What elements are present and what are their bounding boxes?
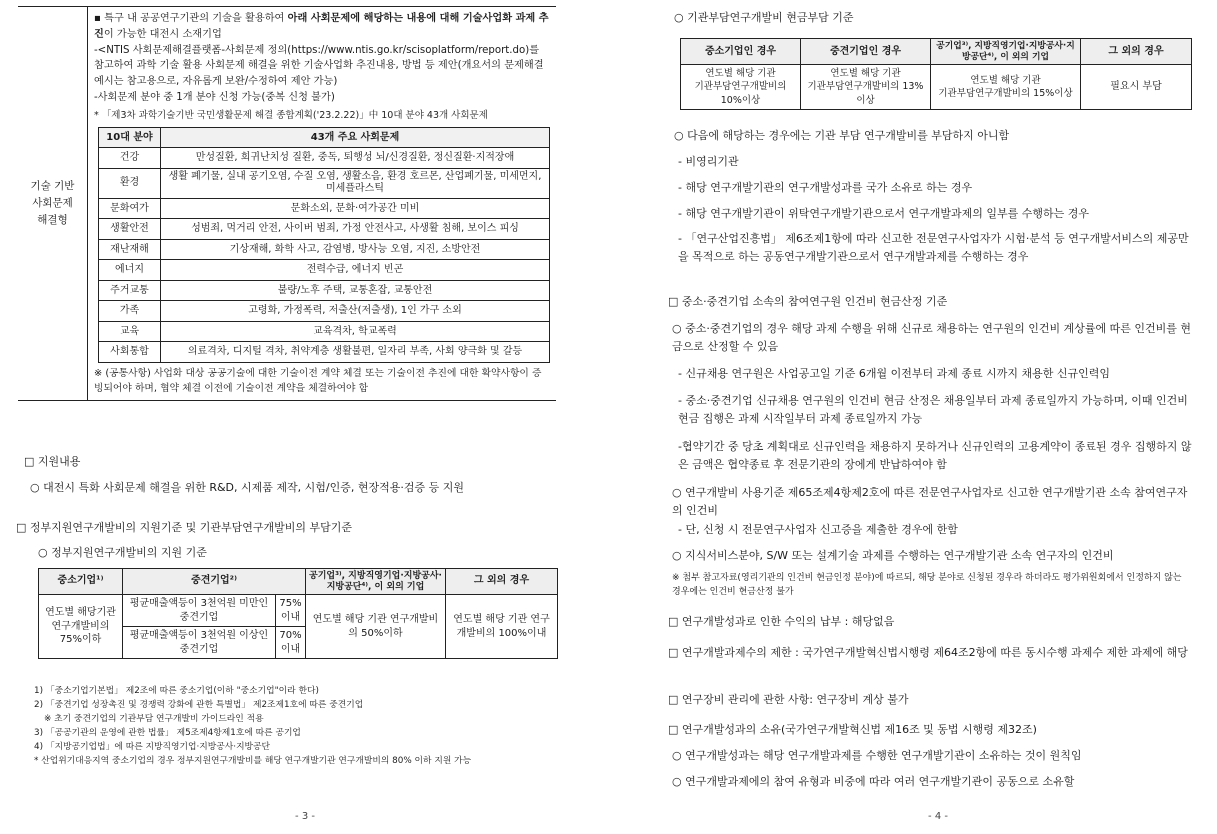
footnote-5: * 산업위기대응지역 중소기업의 경우 정부지원연구개발비를 해당 연구개발기관 연구개발비의 80% 이하 지원 가능 (34, 756, 472, 766)
eligibility-table (18, 6, 556, 401)
ownership-item: ○ 연구개발성과는 해당 연구개발과제를 수행한 연구개발기관이 소유하는 것이 원칙임 (672, 749, 1082, 762)
labor-item: ○ 지식서비스분야, S/W 또는 설계기술 과제를 수행하는 연구개발기관 소속 연구자의 인건비 (672, 549, 1114, 562)
labor-item: - 신규채용 연구원은 사업공고일 기준 6개월 이전부터 과제 종료 시까지 채용한 신규인력임 (678, 367, 1110, 380)
footnote-2: 2) 「중견기업 성장촉진 및 경쟁력 강화에 관한 특별법」 제2조제1호에 따른 중견기업 (34, 700, 364, 710)
equipment-title: □ 연구장비 관리에 관한 사항: 연구장비 계상 불가 (668, 693, 909, 706)
col-other: 그 외의 경우 (1081, 39, 1192, 65)
social-problem-table (98, 127, 550, 363)
table-row: 사회통합 의료격차, 디지털 격차, 취약계층 생활불편, 일자리 부족, 사회 양극화 및 갈등 (99, 342, 550, 363)
eligibility-label: 기술 기반 사회문제 해결형 (18, 7, 88, 401)
table-row: 문화여가 문화소외, 문화·여가공간 미비 (99, 198, 550, 219)
table-row: 가족 고령화, 가정폭력, 저출산(저출생), 1인 가구 소외 (99, 301, 550, 322)
col-problems: 43개 주요 사회문제 (161, 127, 550, 148)
col-public: 공기업³⁾, 지방직영기업·지방공사·지방공단⁴⁾, 이 외의 기업 (306, 569, 446, 595)
col-other: 그 외의 경우 (446, 569, 558, 595)
ownership-item: ○ 연구개발과제에의 참여 유형과 비중에 따라 여러 연구개발기관이 공동으로 소유할 (672, 775, 1075, 788)
page-number-right: - 4 - (928, 810, 948, 822)
col-public: 공기업³⁾, 지방직영기업·지방공사·지방공단⁴⁾, 이 외의 기업 (931, 39, 1081, 65)
col-field: 10대 분야 (99, 127, 161, 148)
eligibility-reference: * 「제3차 과학기술기반 국민생활문제 해결 종합계획('23.2.22)」中 10대 분야 43개 사회문제 (94, 109, 488, 121)
eligibility-ntis: -<NTIS 사회문제해결플랫폼-사회문제 정의(https://www.ntis.go.kr/scisoplatform/report.do)를 참고하여 과학 기술 활용 사회문제 해결을 위한 기술사업화 추진내용, 방법 등 제안(개요서의 문제해결 예시는 참고용으로, 자유롭게 보완/수정하여 제안 가능) (94, 44, 544, 88)
exempt-item: - 해당 연구개발기관이 위탁연구개발기관으로서 연구개발과제의 일부를 수행하는 경우 (678, 207, 1089, 220)
criteria-subtitle: ○ 정부지원연구개발비의 지원 기준 (38, 546, 207, 559)
income-title: □ 연구개발성과로 인한 수익의 납부 : 해당없음 (668, 615, 895, 628)
labor-item: - 단, 신청 시 전문연구사업자 신고증을 제출한 경우에 한함 (678, 523, 958, 536)
exempt-item: - 「연구산업진흥법」 제6조제1항에 따라 신고한 전문연구사업자가 시험·분석 등 연구개발서비스의 제공만을 목적으로 하는 공동연구개발기관으로서 연구개발과제를 수행하는 경우 (678, 232, 1189, 263)
table-row: 교육 교육격차, 학교폭력 (99, 321, 550, 342)
col-sme: 중소기업¹⁾ (39, 569, 123, 595)
table-row: 건강 만성질환, 희귀난치성 질환, 중독, 퇴행성 뇌/신경질환, 정신질환·지적장애 (99, 148, 550, 169)
col-midsize: 중견기업인 경우 (801, 39, 931, 65)
eligibility-content (88, 7, 557, 401)
table-row: 연도별 해당기관 연구개발비의 75%이하 평균매출액등이 3천억원 미만인 중견기업 75% 이내 연도별 해당 기관 연구개발비의 50%이하 연도별 해당 기관 연구개발비의 100%이내 (39, 595, 558, 627)
labor-item: ○ 연구개발비 사용기준 제65조제4항제2호에 따른 전문연구사업자로 신고한 연구개발기관 소속 참여연구자의 인건비 (672, 486, 1188, 517)
labor-item: ○ 중소·중견기업의 경우 해당 과제 수행을 위해 신규로 채용하는 연구원의 인건비 계상률에 따른 인건비를 현금으로 산정할 수 있음 (672, 322, 1191, 353)
footnote-3: 3) 「공공기관의 운영에 관한 법률」 제5조제4항제1호에 따른 공기업 (34, 728, 301, 738)
labor-item: - 중소·중견기업 신규채용 연구원의 인건비 현금 산정은 채용일부터 과제 종료일까지 가능하며, 이때 인건비 현금 집행은 과제 시작일부터 과제 종료일까지 가능 (678, 394, 1188, 425)
exempt-item: - 비영리기관 (678, 155, 739, 168)
footnote-2-note: ※ 초기 중견기업의 기관부담 연구개발비 가이드라인 적용 (44, 714, 264, 724)
footnote-4: 4) 「지방공기업법」에 따른 지방직영기업·지방공사·지방공단 (34, 742, 271, 752)
page-left (10, 0, 600, 834)
eligibility-main: ▪ 특구 내 공공연구기관의 기술을 활용하여 아래 사회문제에 해당하는 내용에 대해 기술사업화 과제 추진이 가능한 대전시 소재기업 (94, 13, 549, 40)
eligibility-one-field: -사회문제 분야 중 1개 분야 신청 가능(중복 신청 불가) (94, 92, 335, 104)
labor-item: -협약기간 중 당초 계획대로 신규인력을 채용하지 못하거나 신규인력의 고용계약이 종료된 경우 집행하지 않은 금액은 협약종료 후 전문기관의 장에게 반납하여야 함 (678, 440, 1192, 471)
table-row: 주거교통 불량/노후 주택, 교통혼잡, 교통안전 (99, 280, 550, 301)
support-item: ○ 대전시 특화 사회문제 해결을 위한 R&D, 시제품 제작, 시험/인증, 현장적용·검증 등 지원 (30, 481, 464, 494)
government-funding-table (38, 568, 558, 659)
support-title: □ 지원내용 (24, 455, 81, 468)
limit-title: □ 연구개발과제수의 제한 : 국가연구개발혁신법시행령 제64조2항에 따른 동시수행 과제수 제한 과제에 해당 (668, 646, 1188, 659)
cash-title: ○ 기관부담연구개발비 현금부담 기준 (674, 11, 854, 24)
labor-note: ※ 첨부 참고자료(영리기관의 인건비 현금인정 분야)에 따르되, 해당 분야로 신청된 경우라 하더라도 평가위원회에서 인정하지 않는 경우에는 인건비 현금산정 불가 (672, 573, 1182, 597)
table-row: 환경 생활 폐기물, 실내 공기오염, 수질 오염, 생활소음, 환경 호르몬, 산업폐기물, 미세먼지, 미세플라스틱 (99, 168, 550, 198)
labor-title: □ 중소·중견기업 소속의 참여연구원 인건비 현금산정 기준 (668, 295, 948, 308)
eligibility-common-note: ※ (공통사항) 사업화 대상 공공기술에 대한 기술이전 계약 체결 또는 기술이전 추진에 대한 확약사항이 증빙되어야 하며, 협약 체결 이전에 기술이전 계약을 체결하여야 함 (94, 367, 542, 394)
table-row: 평균매출액등이 3천억원 이상인 중견기업 70% 이내 (39, 627, 558, 659)
table-row: 재난재해 기상재해, 화학 사고, 감염병, 방사능 오염, 지진, 소방안전 (99, 239, 550, 260)
table-row: 연도별 해당 기관 기관부담연구개발비의 10%이상 연도별 해당 기관 기관부담연구개발비의 13%이상 연도별 해당 기관 기관부담연구개발비의 15%이상 필요시 부담 (681, 65, 1192, 110)
table-row: 생활안전 성범죄, 먹거리 안전, 사이버 범죄, 가정 안전사고, 사생활 침해, 보이스 피싱 (99, 219, 550, 240)
col-midsize: 중견기업²⁾ (123, 569, 306, 595)
page-right (668, 0, 1208, 834)
exempt-item: - 해당 연구개발기관의 연구개발성과를 국가 소유로 하는 경우 (678, 181, 973, 194)
page-number-left: - 3 - (295, 810, 315, 822)
table-row: 에너지 전력수급, 에너지 빈곤 (99, 260, 550, 281)
footnote-1: 1) 「중소기업기본법」 제2조에 따른 중소기업(이하 "중소기업"이라 한다) (34, 686, 319, 696)
cash-contribution-table (680, 38, 1192, 110)
exempt-title: ○ 다음에 해당하는 경우에는 기관 부담 연구개발비를 부담하지 아니함 (674, 129, 1010, 142)
criteria-title: □ 정부지원연구개발비의 지원기준 및 기관부담연구개발비의 부담기준 (16, 521, 353, 534)
ownership-title: □ 연구개발성과의 소유(국가연구개발혁신법 제16조 및 동법 시행령 제32조) (668, 723, 1037, 736)
col-sme: 중소기업인 경우 (681, 39, 801, 65)
